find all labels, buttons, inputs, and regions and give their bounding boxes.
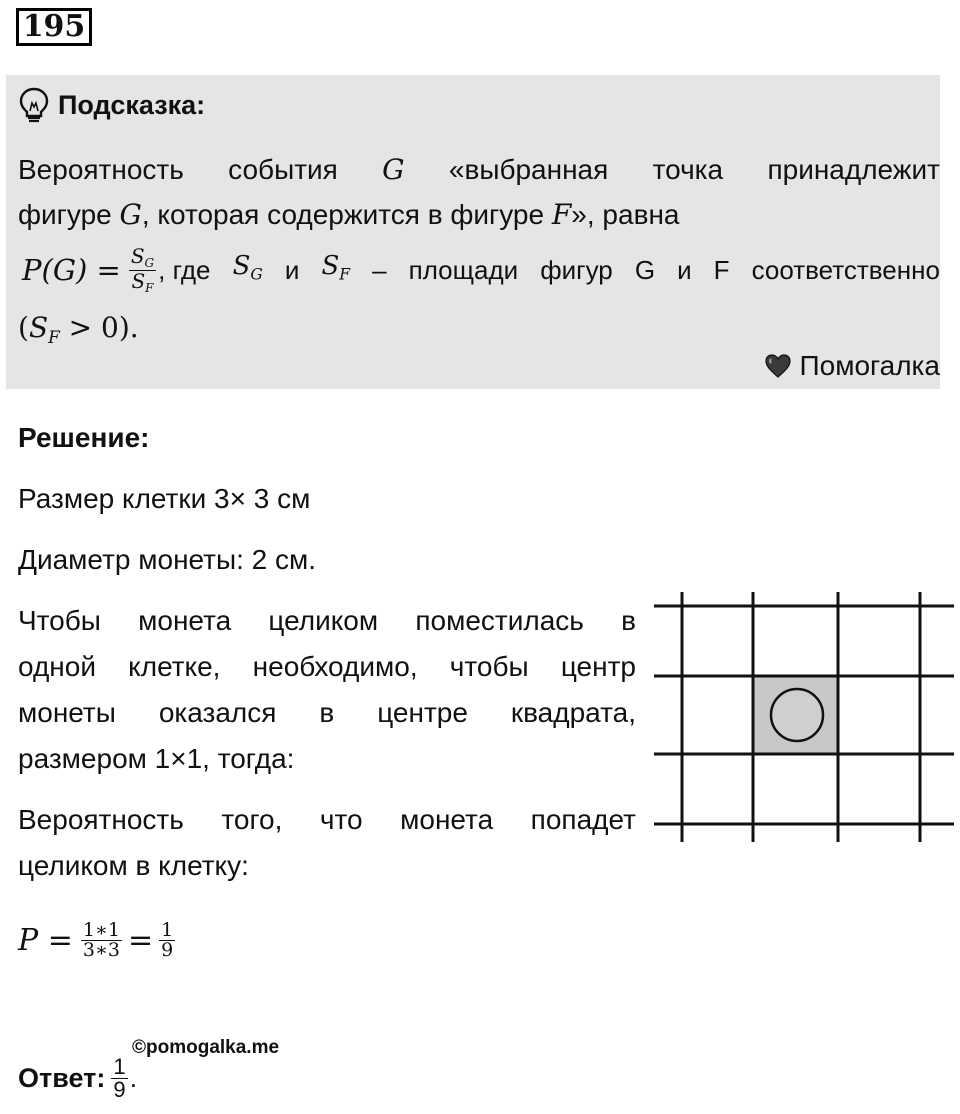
hint-title: Подсказка: — [58, 89, 206, 120]
fraction-1-denominator: 3∗3 — [82, 938, 120, 961]
hint-math-F: F — [551, 198, 572, 231]
probability-formula — [18, 905, 177, 975]
watermark: ©pomogalka.me — [132, 1037, 280, 1058]
paragraph-word: Чтобы — [18, 605, 101, 636]
hint-word: G — [634, 254, 656, 285]
fraction-1-numerator: 1∗1 — [82, 918, 120, 941]
problem-number: 195 — [16, 8, 92, 46]
paragraph-word: одной — [18, 651, 96, 682]
hint-text: , которая содержится в фигуре — [141, 199, 552, 230]
line4-sub: F — [48, 326, 60, 347]
hint-line-3 — [22, 238, 940, 302]
hint-text: фигуре — [18, 199, 120, 230]
hint-word: принадлежит — [767, 154, 940, 185]
fraction-2-numerator: 1 — [161, 918, 174, 941]
answer — [18, 1048, 137, 1108]
heart-icon — [764, 353, 792, 379]
paragraph-word: что — [319, 804, 363, 835]
paragraph-word: целиком — [268, 605, 379, 636]
paragraph-line — [18, 647, 636, 693]
hint-word: F — [713, 254, 730, 285]
frac-den-S: S — [131, 268, 146, 293]
grid-figure — [654, 592, 954, 842]
answer-denominator: 9 — [113, 1076, 126, 1102]
hint-word: соответственно — [751, 254, 940, 285]
brand — [764, 350, 940, 382]
explanation-paragraph — [18, 601, 636, 785]
paragraph-word: того, — [221, 804, 283, 835]
paren-open: ( — [18, 311, 29, 344]
paragraph-line — [18, 601, 636, 647]
frac-den-sub: F — [145, 280, 154, 295]
frac-num-S: S — [130, 244, 145, 269]
fraction-2-denominator: 9 — [161, 938, 174, 961]
paragraph-word: в — [621, 605, 636, 636]
hint-word-SG: $S_G$ — [232, 250, 263, 284]
paragraph-word: поместилась — [415, 605, 584, 636]
hint-word-G: G — [382, 153, 405, 186]
probability-paragraph — [18, 800, 636, 892]
hint-line-2 — [18, 195, 679, 235]
line4-S: S — [28, 311, 49, 344]
hint-line-1 — [18, 150, 940, 190]
probability-formula-lhs: P(G) = — [22, 253, 121, 287]
paragraph-word: центр — [560, 651, 636, 682]
cell-size-text: Размер клетки 3× 3 см — [18, 483, 311, 514]
formula-fraction-2 — [159, 918, 175, 961]
hint-word: Вероятность — [18, 154, 184, 185]
answer-label: Ответ: — [18, 1062, 106, 1093]
lightbulb-icon — [18, 87, 50, 123]
hint-word: фигур — [540, 254, 613, 285]
paragraph-word: в — [319, 697, 335, 728]
answer-dot: . — [129, 1062, 138, 1093]
paragraph-word: квадрата, — [510, 697, 636, 728]
paragraph-line: размером 1×1, тогда: — [18, 743, 295, 774]
hint-header — [18, 88, 205, 122]
brand-name: Помогалка — [799, 350, 940, 381]
formula-fraction-1 — [81, 918, 122, 961]
answer-numerator: 1 — [113, 1053, 126, 1079]
paragraph-word: попадет — [530, 804, 636, 835]
paragraph-word: Вероятность — [18, 804, 184, 835]
paragraph-word: монета — [400, 804, 494, 835]
paragraph-line — [18, 800, 636, 846]
paragraph-word: чтобы — [449, 651, 529, 682]
coin-circle — [771, 689, 823, 741]
line4-ineq: > 0 — [59, 311, 119, 344]
paragraph-word: центре — [377, 697, 468, 728]
hint-line-3-words — [158, 246, 940, 294]
solution-heading: Решение: — [18, 422, 150, 453]
hint-math-G: G — [119, 198, 142, 231]
hint-word: и — [284, 254, 300, 285]
paragraph-line: целиком в клетку: — [18, 850, 249, 881]
hint-word: точка — [652, 154, 724, 185]
frac-num-sub: G — [144, 256, 155, 271]
formula-lhs: P = — [18, 922, 73, 958]
formula-equals: = — [127, 922, 154, 958]
paragraph-word: монеты — [18, 697, 116, 728]
coin-diameter-text: Диаметр монеты: 2 см. — [18, 544, 317, 575]
hint-word: «выбранная — [448, 154, 609, 185]
paragraph-word: оказался — [158, 697, 277, 728]
hint-line-4 — [18, 308, 139, 357]
hint-word: , где — [158, 254, 211, 285]
hint-word: – — [372, 254, 387, 285]
hint-text: », равна — [571, 199, 680, 230]
hint-word: и — [677, 254, 692, 285]
answer-fraction — [111, 1053, 127, 1102]
paragraph-word: монета — [138, 605, 232, 636]
paragraph-word: клетке, — [128, 651, 221, 682]
paren-close: ). — [118, 311, 139, 344]
paragraph-line — [18, 693, 636, 739]
hint-word: события — [228, 154, 338, 185]
paragraph-word: необходимо, — [252, 651, 418, 682]
hint-word-SF: $S_F$ — [321, 250, 351, 284]
area-ratio-fraction — [129, 246, 156, 293]
hint-word: площади — [408, 254, 519, 285]
